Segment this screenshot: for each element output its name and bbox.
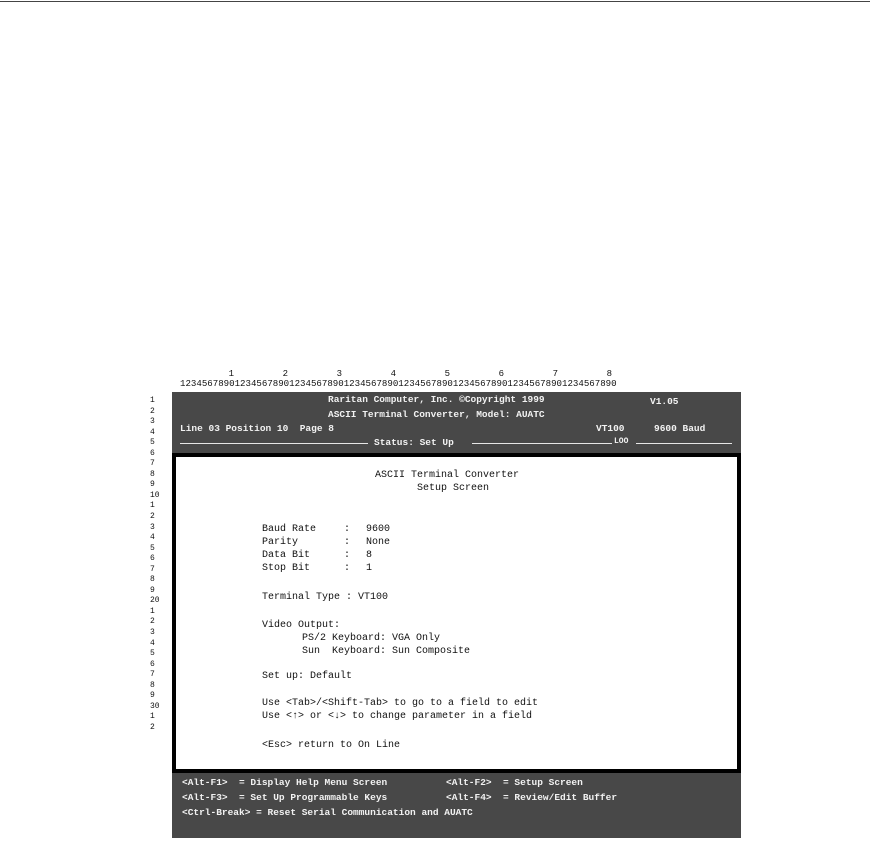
- screen-title: ASCII Terminal Converter: [375, 470, 520, 481]
- row-numbers: [150, 396, 172, 734]
- function-key-footer: [172, 773, 741, 838]
- field-colon: :: [344, 524, 351, 535]
- row-number: 6: [150, 448, 155, 458]
- row-number: 7: [150, 670, 155, 680]
- field-data-bit-value[interactable]: 8: [366, 550, 373, 561]
- field-setup[interactable]: Set up: Default: [262, 671, 353, 682]
- row-number: 20: [150, 596, 160, 606]
- alt-f2-setup: <Alt-F2> = Setup Screen: [446, 777, 583, 788]
- alt-f4-buffer: <Alt-F4> = Review/Edit Buffer: [446, 792, 618, 803]
- row-number: 1: [150, 712, 155, 722]
- field-ps2-keyboard[interactable]: PS/2 Keyboard: VGA Only: [302, 633, 441, 644]
- row-number: 3: [150, 417, 155, 427]
- field-baud-rate-value[interactable]: 9600: [366, 524, 391, 535]
- field-colon: :: [344, 563, 351, 574]
- hint-esc: <Esc> return to On Line: [262, 740, 401, 751]
- row-number: 9: [150, 480, 155, 490]
- video-output-label: Video Output:: [262, 620, 341, 631]
- field-sun-keyboard[interactable]: Sun Keyboard: Sun Composite: [302, 646, 471, 657]
- hint-tab: Use <Tab>/<Shift-Tab> to go to a field to edit: [262, 698, 539, 709]
- ctrl-break-reset: <Ctrl-Break> = Reset Serial Communication and AUATC: [182, 807, 473, 818]
- status-label: Status: Set Up: [374, 437, 454, 448]
- row-number: 4: [150, 638, 155, 648]
- row-number: 1: [150, 396, 155, 405]
- field-parity-label: Parity: [262, 537, 299, 548]
- row-number: 6: [150, 554, 155, 564]
- status-indicator: LOO: [614, 437, 629, 446]
- row-number: 4: [150, 533, 155, 543]
- status-divider-mid: [472, 443, 612, 444]
- field-stop-bit-label: Stop Bit: [262, 563, 311, 574]
- row-number: 9: [150, 691, 155, 701]
- alt-f1-help: <Alt-F1> = Display Help Menu Screen: [182, 777, 388, 788]
- row-number: 4: [150, 427, 155, 437]
- field-baud-rate-label: Baud Rate: [262, 524, 317, 535]
- version-label: V1.05: [650, 396, 679, 407]
- row-number: 2: [150, 512, 155, 522]
- row-number: 30: [150, 701, 160, 711]
- row-number: 9: [150, 585, 155, 595]
- field-stop-bit-value[interactable]: 1: [366, 563, 373, 574]
- row-number: 8: [150, 469, 155, 479]
- row-number: 2: [150, 722, 155, 732]
- top-rule: [0, 1, 870, 2]
- alt-f3-keys: <Alt-F3> = Set Up Programmable Keys: [182, 792, 388, 803]
- status-divider-right: [636, 443, 732, 444]
- row-number: 7: [150, 459, 155, 469]
- field-colon: :: [344, 537, 351, 548]
- company-copyright: Raritan Computer, Inc. ©Copyright 1999: [328, 394, 545, 405]
- status-divider-left: [180, 443, 368, 444]
- terminal-screen: [172, 392, 741, 838]
- column-ruler-units: 12345678901234567890123456789012345678901234567890123456789012345678901234567890: [180, 378, 617, 389]
- row-number: 7: [150, 564, 155, 574]
- field-data-bit-label: Data Bit: [262, 550, 311, 561]
- setup-panel: [172, 453, 741, 773]
- column-ruler-tens: 1 2 3 4 5 6 7 8: [180, 369, 613, 379]
- status-area: [172, 392, 741, 452]
- field-terminal-type[interactable]: Terminal Type : VT100: [262, 592, 389, 603]
- row-number: 2: [150, 617, 155, 627]
- product-model: ASCII Terminal Converter, Model: AUATC: [328, 409, 545, 420]
- row-number: 5: [150, 543, 155, 553]
- cursor-position: Line 03 Position 10 Page 8: [180, 423, 334, 434]
- row-number: 3: [150, 628, 155, 638]
- field-parity-value[interactable]: None: [366, 537, 391, 548]
- row-number: 10: [150, 490, 160, 500]
- row-number: 8: [150, 575, 155, 585]
- terminal-type-status: VT100: [596, 423, 625, 434]
- field-colon: :: [344, 550, 351, 561]
- hint-arrows: Use <↑> or <↓> to change parameter in a field: [262, 711, 533, 722]
- row-number: 3: [150, 522, 155, 532]
- row-number: 8: [150, 680, 155, 690]
- row-number: 5: [150, 649, 155, 659]
- row-number: 1: [150, 501, 155, 511]
- row-number: 1: [150, 606, 155, 616]
- row-number: 5: [150, 438, 155, 448]
- row-number: 6: [150, 659, 155, 669]
- row-number: 2: [150, 406, 155, 416]
- screen-subtitle: Setup Screen: [417, 483, 490, 494]
- baud-status: 9600 Baud: [654, 423, 706, 434]
